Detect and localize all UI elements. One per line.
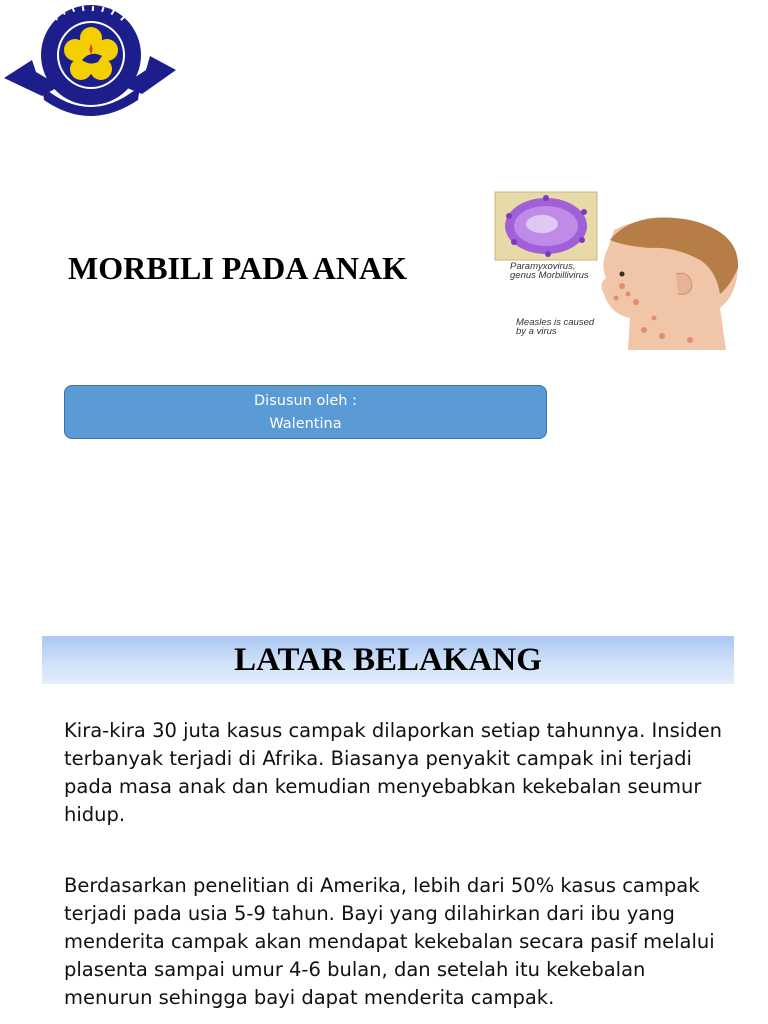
measles-caption-line1: Measles is caused xyxy=(516,317,595,328)
section-heading: LATAR BELAKANG xyxy=(234,642,542,678)
paragraph-1: Kira-kira 30 juta kasus campak dilaporkan setiap tahunnya. Insiden terbanyak terjadi di Afrika. Biasanya penyakit campak ini terjadi pada masa anak dan kemudian menyebabkan kekebalan seumur hidup. xyxy=(64,719,722,826)
section-banner xyxy=(42,636,734,684)
virus-caption xyxy=(510,262,589,280)
virus-caption-line1: Paramyxovirus, xyxy=(510,261,576,272)
author-name: Walentina xyxy=(269,416,342,432)
measles-caption xyxy=(516,318,594,336)
measles-illustration xyxy=(494,190,744,355)
university-logo xyxy=(2,0,178,122)
slide-title: MORBILI PADA ANAK xyxy=(68,250,407,286)
measles-caption-line2: by a virus xyxy=(516,326,557,337)
author-label: Disusun oleh : xyxy=(254,393,357,409)
virus-caption-line2: genus Morbillivirus xyxy=(510,270,589,281)
author-box xyxy=(64,385,547,439)
paragraph-2: Berdasarkan penelitian di Amerika, lebih dari 50% kasus campak terjadi pada usia 5-9 tahun. Bayi yang dilahirkan dari ibu yang menderita campak akan mendapat kekebalan secara pasif melalui plasenta sampai umur 4-6 bulan, dan setelah itu kekebalan menurun sehingga bayi dapat menderita campak. xyxy=(64,874,715,1009)
